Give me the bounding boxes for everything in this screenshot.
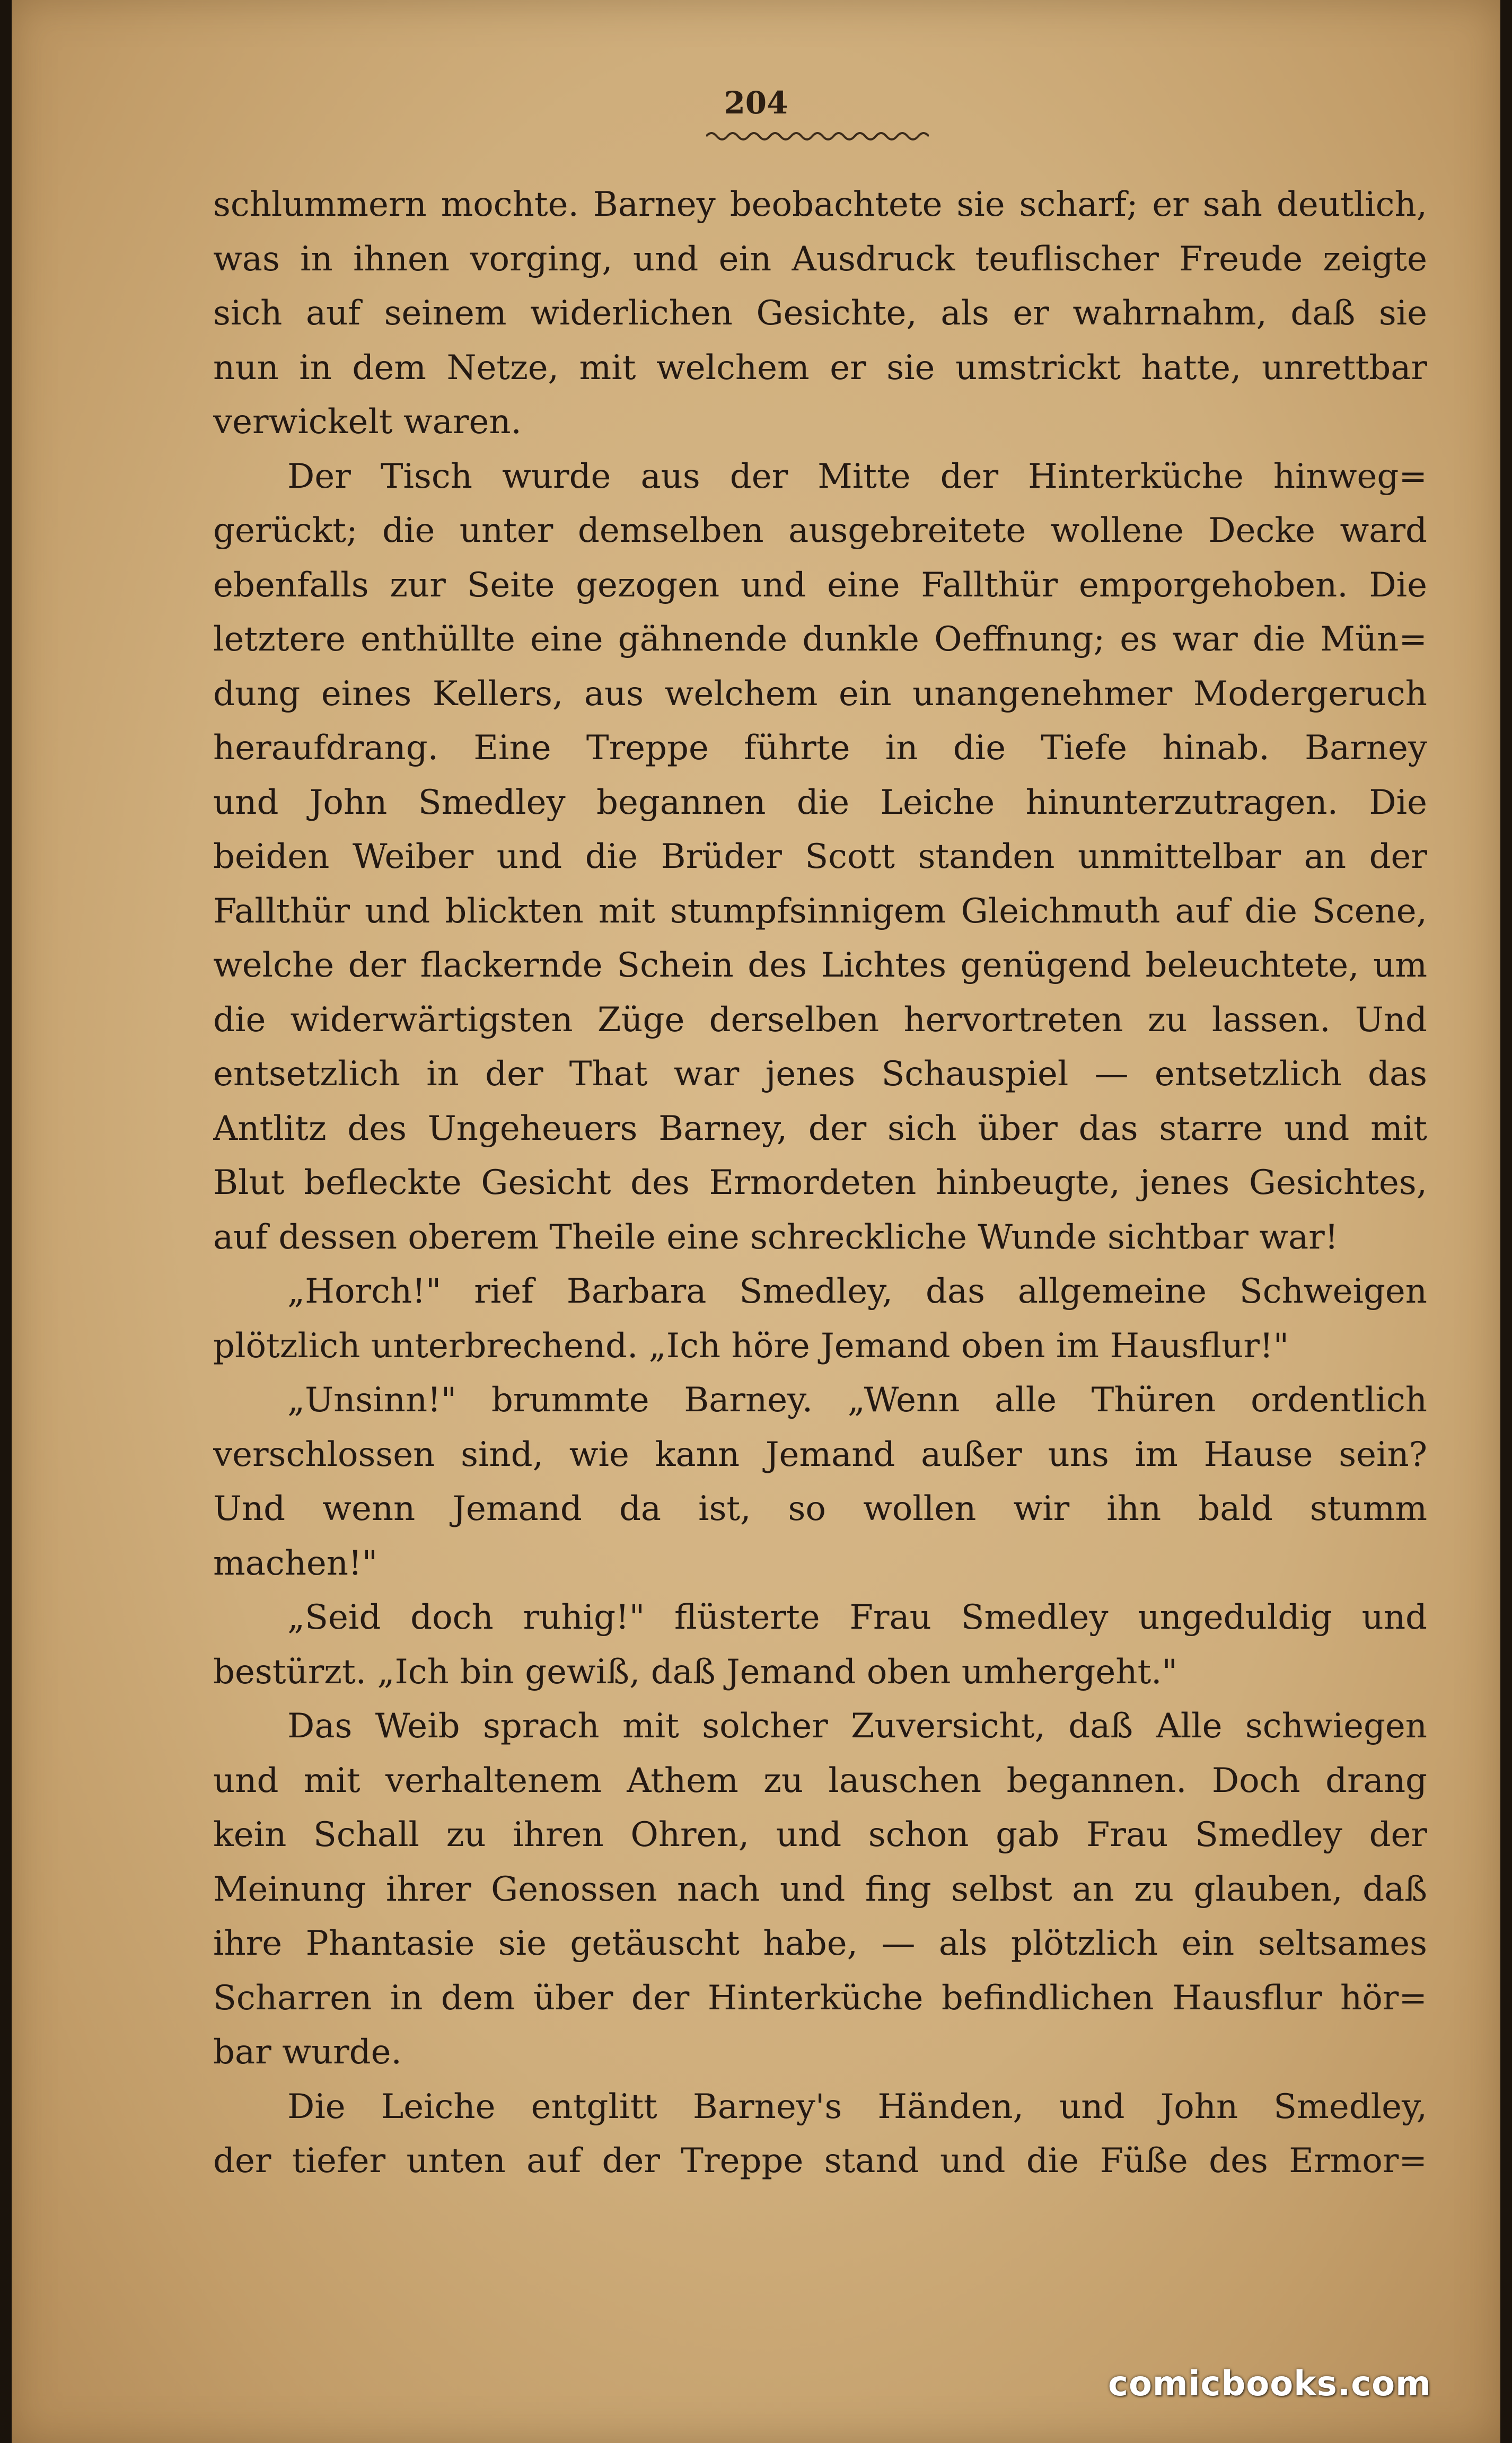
text-line: „Horch!" rief Barbara Smedley, das allgemeine Schweigen [287,1272,1427,1311]
text-line: plötzlich unterbrechend. „Ich höre Jemand oben im Hausflur!" [213,1326,1289,1366]
text-line: nun in dem Netze, mit welchem er sie umstrickt hatte, unrettbar [213,348,1427,388]
text-line: und mit verhaltenem Athem zu lauschen begannen. Doch drang [213,1761,1427,1800]
text-line: Meinung ihrer Genossen nach und fing selbst an zu glauben, daß [213,1869,1427,1909]
text-line: Und wenn Jemand da ist, so wollen wir ihn bald stumm [213,1489,1427,1528]
text-line: die widerwärtigsten Züge derselben hervortreten zu lassen. Und [213,1000,1427,1040]
text-line: der tiefer unten auf der Treppe stand und die Füße des Ermor= [213,2141,1427,2181]
text-line: entsetzlich in der That war jenes Schauspiel — entsetzlich das [213,1054,1427,1094]
text-line: verwickelt waren. [213,402,522,442]
body-text [213,178,1427,2189]
text-line: verschlossen sind, wie kann Jemand außer uns im Hause sein? [213,1435,1427,1474]
text-line: gerückt; die unter demselben ausgebreitete wollene Decke ward [213,511,1427,550]
text-line: ihre Phantasie sie getäuscht habe, — als plötzlich ein seltsames [213,1924,1427,1963]
text-line: heraufdrang. Eine Treppe führte in die Tiefe hinab. Barney [213,728,1427,768]
text-line: Antlitz des Ungeheuers Barney, der sich über das starre und mit [213,1109,1427,1148]
text-line: ebenfalls zur Seite gezogen und eine Fallthür emporgehoben. Die [213,565,1427,605]
text-line: kein Schall zu ihren Ohren, und schon gab Frau Smedley der [213,1815,1427,1855]
text-line: bar wurde. [213,2033,402,2072]
text-line: auf dessen oberem Theile eine schreckliche Wunde sichtbar war! [213,1217,1339,1257]
text-line: sich auf seinem widerlichen Gesichte, als er wahrnahm, daß sie [213,294,1427,333]
page-number: 204 [724,85,788,121]
wavy-rule-ornament [706,128,929,144]
text-line: Der Tisch wurde aus der Mitte der Hinterküche hinweg= [287,456,1427,496]
text-line: machen!" [213,1543,378,1583]
text-line: Blut befleckte Gesicht des Ermordeten hinbeugte, jenes Gesichtes, [213,1163,1427,1202]
text-line: „Seid doch ruhig!" flüsterte Frau Smedley ungeduldig und [287,1598,1427,1637]
text-line: Das Weib sprach mit solcher Zuversicht, daß Alle schwiegen [287,1707,1427,1746]
text-line: Fallthür und blickten mit stumpfsinnigem Gleichmuth auf die Scene, [213,891,1427,931]
text-line: und John Smedley begannen die Leiche hinunterzutragen. Die [213,783,1427,822]
text-line: „Unsinn!" brummte Barney. „Wenn alle Thüren ordentlich [287,1381,1427,1420]
text-line: beiden Weiber und die Brüder Scott standen unmittelbar an der [213,837,1427,876]
text-line: Scharren in dem über der Hinterküche befindlichen Hausflur hör= [213,1978,1427,2018]
text-line: letztere enthüllte eine gähnende dunkle Oeffnung; es war die Mün= [213,620,1427,659]
text-line: dung eines Kellers, aus welchem ein unangenehmer Modergeruch [213,674,1427,714]
text-line: was in ihnen vorging, und ein Ausdruck teuflischer Freude zeigte [213,239,1427,279]
text-line: schlummern mochte. Barney beobachtete sie scharf; er sah deutlich, [213,185,1427,224]
text-line: bestürzt. „Ich bin gewiß, daß Jemand oben umhergeht." [213,1652,1177,1692]
book-page [12,0,1500,2443]
text-line: welche der flackernde Schein des Lichtes genügend beleuchtete, um [213,946,1427,985]
watermark: comicbooks.com [1108,2365,1431,2404]
text-line: Die Leiche entglitt Barney's Händen, und John Smedley, [287,2087,1427,2126]
